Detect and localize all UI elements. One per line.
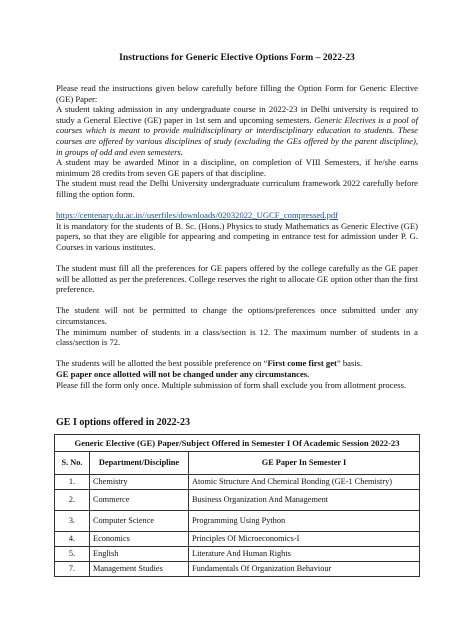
cell-sno: 5. (55, 547, 90, 562)
table-row (55, 490, 420, 511)
table-row (55, 562, 420, 577)
section-heading: GE I options offered in 2022-23 (56, 417, 190, 428)
ge-options-table (54, 434, 420, 577)
framework-link[interactable]: https://centenary.du.ac.in//userfiles/downloads/02032022_UGCF_compressed.pdf (56, 210, 339, 221)
table-caption-row (55, 435, 420, 452)
cell-dept: Commerce (90, 490, 189, 511)
table-header-row (55, 452, 420, 475)
paragraph-no-change: The student will not be permitted to change the options/preferences once submitted under any circumstances. (56, 305, 418, 327)
first-come-text-end: ” basis. (336, 358, 363, 369)
paragraph-preferences: The student must fill all the preferences for GE papers offered by the college carefully as the GE paper will be allotted as per the preferences. College reserves the right to allocate GE option other than the first preference. (56, 263, 418, 295)
cell-paper: Principles Of Microeconomics-I (189, 532, 420, 547)
table-caption: Generic Elective (GE) Paper/Subject Offered in Semester I Of Academic Session 2022-23 (55, 435, 420, 452)
cell-dept: Computer Science (90, 511, 189, 532)
instructions-body (56, 83, 418, 390)
cell-paper: Fundamentals Of Organization Behaviour (189, 562, 420, 577)
cell-dept: Management Studies (90, 562, 189, 577)
cell-sno: 3. (55, 511, 90, 532)
cell-paper: Business Organization And Management (189, 490, 420, 511)
table-row (55, 475, 420, 490)
table-row (55, 547, 420, 562)
cell-sno: 4. (55, 532, 90, 547)
cell-paper: Atomic Structure And Chemical Bonding (GE-1 Chemistry) (189, 475, 420, 490)
paragraph-framework: The student must read the Delhi University undergraduate curriculum framework 2022 carefully before filling the option form. (56, 178, 418, 199)
paragraph-first-come (56, 358, 418, 369)
cell-dept: Economics (90, 532, 189, 547)
cell-sno: 2. (55, 490, 90, 511)
table-row (55, 532, 420, 547)
paragraph-class-size: The minimum number of students in a class/section is 12. The maximum number of students in a class/section is 72. (56, 326, 418, 348)
paragraph-single-submission: Please fill the form only once. Multiple submission of form shall exclude you from allotment process. (56, 379, 407, 390)
cell-paper: Programming Using Python (189, 511, 420, 532)
paragraph-admission-text: A student taking admission in any undergraduate course in 2022-23 in Delhi university is required to study a General Elective (GE) paper in 1st sem and upcoming semesters. (56, 104, 418, 125)
paragraph-allotted: GE paper once allotted will not be changed under any circumstances. (56, 369, 310, 380)
header-sno: S. No. (55, 452, 90, 475)
cell-dept: English (90, 547, 189, 562)
page-title: Instructions for Generic Elective Options Form – 2022-23 (119, 52, 355, 63)
first-come-bold: First come first get (267, 358, 337, 369)
cell-sno: 7. (55, 562, 90, 577)
table-row (55, 511, 420, 532)
cell-paper: Literature And Human Rights (189, 547, 420, 562)
paragraph-admission (56, 104, 418, 157)
paragraph-minor: A student may be awarded Minor in a discipline, on completion of VIII Semesters, if he/she earns minimum 28 credits from seven GE papers of that discipline. (56, 157, 418, 178)
header-dept: Department/Discipline (90, 452, 189, 475)
first-come-text-start: The students will be allotted the best possible preference on “ (56, 358, 268, 369)
paragraph-admission-italic: Generic Electives is a pool of courses which is meant to provide multidisciplinary or interdisciplinary education to students. These courses are offered by various disciplines of study (excluding the GEs offered by the parent discipline), in groups of odd and even semesters. (56, 114, 418, 157)
header-paper: GE Paper In Semester I (189, 452, 420, 475)
intro-paragraph: Please read the instructions given below carefully before filling the Option Form for Generic Elective (GE) Paper: (56, 83, 418, 104)
paragraph-physics: It is mandatory for the students of B. Sc. (Hons.) Physics to study Mathematics as Generic Elective (GE) papers, so that they are eligible for appearing and competing in entrance test for admission under P. G. Courses in various institutes. (56, 220, 418, 252)
cell-dept: Chemistry (90, 475, 189, 490)
cell-sno: 1. (55, 475, 90, 490)
